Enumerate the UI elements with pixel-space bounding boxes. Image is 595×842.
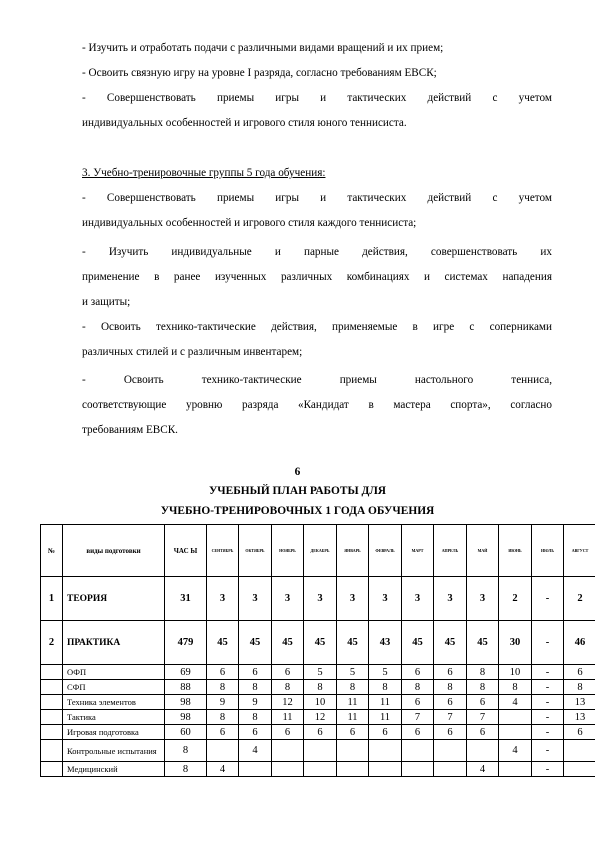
header-month: СЕНТЯБРЬ [207, 525, 239, 577]
row-value: 45 [402, 621, 434, 665]
row-value: 3 [207, 577, 239, 621]
header-month: ФЕВРАЛЬ [369, 525, 402, 577]
row-value: 8 [369, 680, 402, 695]
row-value: 3 [434, 577, 467, 621]
row-hours: 88 [165, 680, 207, 695]
row-value: 5 [369, 665, 402, 680]
row-hours: 8 [165, 762, 207, 777]
row-hours: 31 [165, 577, 207, 621]
header-month: МАРТ [402, 525, 434, 577]
row-value: 10 [499, 665, 532, 680]
task5-improve-line2: индивидуальных особенностей и игрового стиля каждого теннисиста; [82, 217, 417, 229]
row-hours: 479 [165, 621, 207, 665]
row-value: 43 [369, 621, 402, 665]
row-value: 6 [239, 665, 272, 680]
row-num [41, 710, 63, 725]
section-heading-group5: 3. Учебно-тренировочные группы 5 года обучения: [82, 167, 326, 179]
row-value: 2 [564, 577, 595, 621]
row-name: ОФП [63, 665, 165, 680]
row-value: 30 [499, 621, 532, 665]
row-value: 11 [272, 710, 304, 725]
row-value: 7 [467, 710, 499, 725]
row-value: 11 [369, 695, 402, 710]
row-num [41, 665, 63, 680]
row-value: 4 [239, 740, 272, 762]
row-value: 8 [434, 680, 467, 695]
row-value: 45 [207, 621, 239, 665]
header-month: АВГУСТ [564, 525, 595, 577]
task-connected-play: - Освоить связную игру на уровне I разряда, согласно требованиям ЕВСК; [82, 67, 437, 79]
header-month: НОЯБРЬ [272, 525, 304, 577]
row-value: 45 [337, 621, 369, 665]
row-value [272, 762, 304, 777]
row-value: 10 [304, 695, 337, 710]
row-num [41, 680, 63, 695]
row-value [304, 762, 337, 777]
row-value: - [532, 621, 564, 665]
row-value: 6 [402, 695, 434, 710]
row-value [499, 710, 532, 725]
row-value: 6 [467, 695, 499, 710]
row-value: 8 [564, 680, 595, 695]
row-hours: 98 [165, 710, 207, 725]
row-value: 45 [239, 621, 272, 665]
row-value [272, 740, 304, 762]
row-value [434, 740, 467, 762]
row-value: 8 [467, 680, 499, 695]
row-value: 7 [402, 710, 434, 725]
row-value: - [532, 725, 564, 740]
row-value: 6 [434, 725, 467, 740]
row-value: 5 [304, 665, 337, 680]
row-hours: 60 [165, 725, 207, 740]
row-value: 3 [369, 577, 402, 621]
row-value: 9 [207, 695, 239, 710]
header-month: МАЙ [467, 525, 499, 577]
row-value [304, 740, 337, 762]
row-value: 6 [434, 695, 467, 710]
task5-study-line2: применение в ранее изученных различных комбинациях и системах нападения [82, 271, 552, 283]
row-value [337, 762, 369, 777]
row-value: 3 [304, 577, 337, 621]
row-value: 6 [272, 725, 304, 740]
row-value: 8 [239, 680, 272, 695]
row-value: 6 [402, 665, 434, 680]
row-value: 7 [434, 710, 467, 725]
row-num [41, 762, 63, 777]
training-plan-table [40, 524, 595, 777]
row-value: 4 [467, 762, 499, 777]
row-value: - [532, 762, 564, 777]
row-value: 8 [467, 665, 499, 680]
task-serve: - Изучить и отработать подачи с различными видами вращений и их прием; [82, 42, 444, 54]
header-num: № [41, 525, 63, 577]
row-value: - [532, 680, 564, 695]
row-value: 11 [337, 710, 369, 725]
row-value [239, 762, 272, 777]
row-value: 8 [337, 680, 369, 695]
row-name: ТЕОРИЯ [63, 577, 165, 621]
task-improve-line2: индивидуальных особенностей и игрового стиля юного теннисиста. [82, 117, 407, 129]
header-month: ЯНВАРЬ [337, 525, 369, 577]
row-value: 45 [304, 621, 337, 665]
task5-kms-line1: - Освоить технико-тактические приемы настольного тенниса, [82, 374, 552, 386]
row-value: 5 [337, 665, 369, 680]
row-num [41, 695, 63, 710]
row-value: 6 [272, 665, 304, 680]
row-name: Тактика [63, 710, 165, 725]
row-value: 11 [337, 695, 369, 710]
row-value: 6 [564, 665, 595, 680]
row-value: 4 [207, 762, 239, 777]
page-number: 6 [294, 466, 301, 478]
header-month: ИЮЛЬ [532, 525, 564, 577]
task5-kms-line2: соответствующие уровню разряда «Кандидат в мастера спорта», согласно [82, 399, 552, 411]
row-value: 6 [434, 665, 467, 680]
row-value: 3 [272, 577, 304, 621]
row-value: 8 [207, 710, 239, 725]
row-value: 8 [304, 680, 337, 695]
row-value: - [532, 695, 564, 710]
table-row [41, 680, 595, 695]
row-value: 45 [434, 621, 467, 665]
row-value [564, 762, 595, 777]
table-row [41, 762, 595, 777]
row-value [467, 740, 499, 762]
row-value: 3 [337, 577, 369, 621]
row-value [369, 740, 402, 762]
row-value: 9 [239, 695, 272, 710]
row-value: 6 [402, 725, 434, 740]
row-name: Медицинский [63, 762, 165, 777]
header-month: ДЕКАБРЬ [304, 525, 337, 577]
row-hours: 98 [165, 695, 207, 710]
table-row [41, 665, 595, 680]
task5-kms-line3: требованиям ЕВСК. [82, 424, 178, 436]
row-value: 3 [402, 577, 434, 621]
row-value: 6 [239, 725, 272, 740]
row-value: - [532, 665, 564, 680]
row-value: 8 [402, 680, 434, 695]
row-value [337, 740, 369, 762]
table-header-row [41, 525, 595, 577]
task5-master-line1: - Освоить технико-тактические действия, применяемые в игре с соперниками [82, 321, 552, 333]
row-value: 6 [337, 725, 369, 740]
table-row [41, 577, 595, 621]
header-month: АПРЕЛЬ [434, 525, 467, 577]
row-num [41, 740, 63, 762]
row-hours: 69 [165, 665, 207, 680]
row-value [369, 762, 402, 777]
row-value [499, 725, 532, 740]
row-value: 6 [304, 725, 337, 740]
row-value: 4 [499, 695, 532, 710]
row-value: 11 [369, 710, 402, 725]
header-month: ОКТЯБРЬ [239, 525, 272, 577]
table-row [41, 710, 595, 725]
row-name: СФП [63, 680, 165, 695]
row-value: 8 [239, 710, 272, 725]
row-name: Игровая подготовка [63, 725, 165, 740]
task5-study-line3: и защиты; [82, 296, 131, 308]
row-value: 45 [467, 621, 499, 665]
table-row [41, 725, 595, 740]
row-value: 12 [304, 710, 337, 725]
row-value: 6 [369, 725, 402, 740]
task5-study-line1: - Изучить индивидуальные и парные действия, совершенствовать их [82, 246, 552, 258]
table-row [41, 740, 595, 762]
row-name: Техника элементов [63, 695, 165, 710]
header-kind: виды подготовки [63, 525, 165, 577]
task-improve-line1: - Совершенствовать приемы игры и тактических действий с учетом [82, 92, 552, 104]
row-value: 6 [467, 725, 499, 740]
row-value: 46 [564, 621, 595, 665]
row-num: 2 [41, 621, 63, 665]
plan-title-line1: УЧЕБНЫЙ ПЛАН РАБОТЫ ДЛЯ [208, 485, 387, 497]
row-value [207, 740, 239, 762]
table-row [41, 695, 595, 710]
row-value: 3 [467, 577, 499, 621]
row-value: 6 [564, 725, 595, 740]
row-value [402, 740, 434, 762]
row-hours: 8 [165, 740, 207, 762]
row-value: 6 [207, 725, 239, 740]
task5-improve-line1: - Совершенствовать приемы игры и тактических действий с учетом [82, 192, 552, 204]
task5-master-line2: различных стилей и с различным инвентарем; [82, 346, 303, 358]
row-value: - [532, 740, 564, 762]
plan-title-line2: УЧЕБНО-ТРЕНИРОВОЧНЫХ 1 ГОДА ОБУЧЕНИЯ [160, 505, 435, 517]
row-name: Контрольные испытания [63, 740, 165, 762]
row-value: 13 [564, 695, 595, 710]
header-hours: ЧАС Ы [165, 525, 207, 577]
row-value: 6 [207, 665, 239, 680]
table-row [41, 621, 595, 665]
row-value: 12 [272, 695, 304, 710]
row-value: 8 [207, 680, 239, 695]
row-value [434, 762, 467, 777]
row-value [402, 762, 434, 777]
row-value [499, 762, 532, 777]
row-value [564, 740, 595, 762]
row-value: 2 [499, 577, 532, 621]
row-value: 3 [239, 577, 272, 621]
row-num: 1 [41, 577, 63, 621]
row-value: 13 [564, 710, 595, 725]
row-value: 4 [499, 740, 532, 762]
header-month: ИЮНЬ [499, 525, 532, 577]
row-value: 45 [272, 621, 304, 665]
row-value: 8 [499, 680, 532, 695]
row-value: - [532, 577, 564, 621]
row-name: ПРАКТИКА [63, 621, 165, 665]
row-num [41, 725, 63, 740]
row-value: 8 [272, 680, 304, 695]
row-value: - [532, 710, 564, 725]
